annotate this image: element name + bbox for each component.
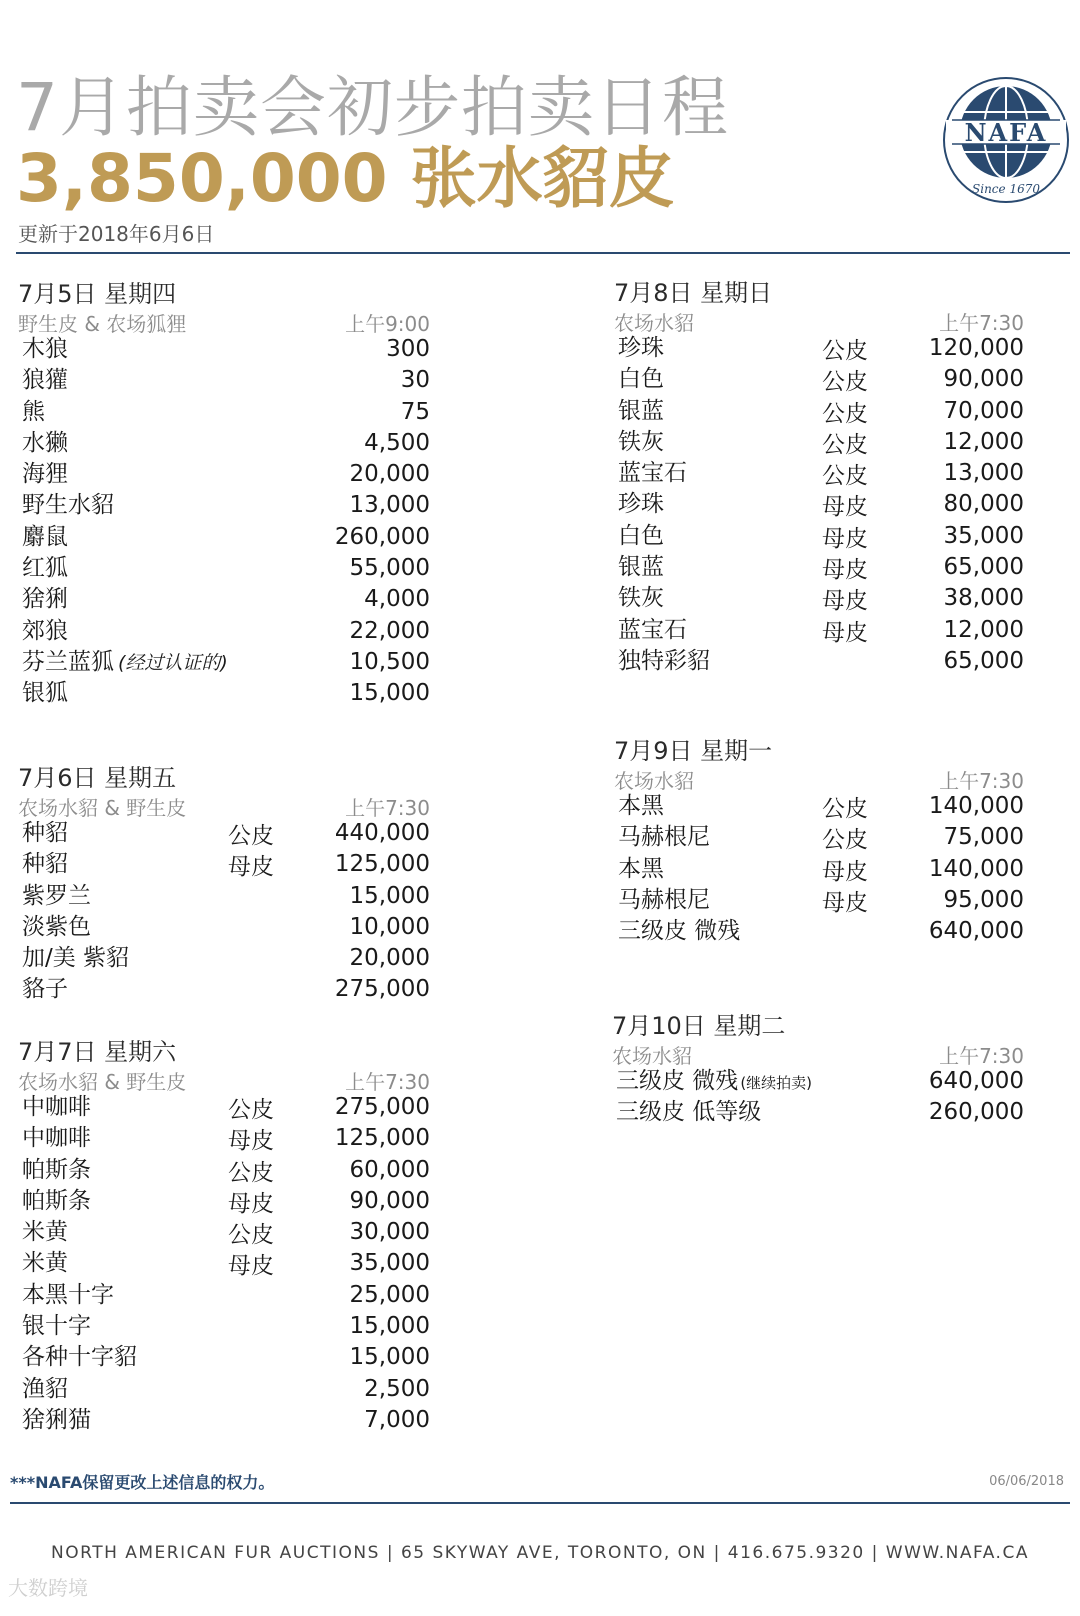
- item-list: [614, 791, 1024, 947]
- item-quantity: 640,000: [928, 918, 1024, 945]
- list-item: [614, 916, 1024, 947]
- list-item: [18, 428, 430, 459]
- item-quantity: 15,000: [349, 1344, 430, 1371]
- item-list: [18, 818, 430, 1006]
- item-name: [22, 1248, 68, 1279]
- item-quantity: 22,000: [349, 617, 430, 644]
- list-item: [18, 678, 430, 709]
- item-name-text: 蓝宝石: [618, 460, 687, 487]
- item-name-text: 三级皮 微残: [616, 1068, 739, 1094]
- item-quantity: 15,000: [349, 882, 430, 909]
- item-quantity: 12,000: [943, 428, 1024, 455]
- section-time: 上午7:30: [345, 1070, 430, 1094]
- item-name: [618, 916, 740, 947]
- item-name-text: 野生水貂: [22, 492, 114, 519]
- item-name: [22, 334, 68, 365]
- item-note: (继续拍卖): [740, 1074, 813, 1092]
- list-item: [614, 615, 1024, 646]
- section-category: 农场水貂 & 野生皮: [18, 796, 187, 820]
- item-list: [18, 1092, 430, 1436]
- item-name-text: 帕斯条: [22, 1156, 91, 1183]
- item-quantity: 120,000: [928, 335, 1024, 361]
- item-quantity: 95,000: [943, 886, 1024, 913]
- item-quantity: 440,000: [334, 820, 430, 846]
- nafa-logo: [936, 70, 1076, 210]
- item-sex: 公皮: [822, 338, 868, 364]
- item-name-text: 中咖啡: [22, 1094, 91, 1120]
- item-name: [22, 1123, 91, 1154]
- list-item: [18, 397, 430, 428]
- item-sex: 母皮: [822, 889, 868, 916]
- item-quantity: 25,000: [349, 1281, 430, 1308]
- item-name-text: 银蓝: [618, 554, 664, 581]
- item-name-text: 白色: [618, 366, 664, 393]
- item-quantity: 260,000: [334, 523, 430, 550]
- item-quantity: 125,000: [334, 851, 430, 878]
- item-name: [618, 583, 664, 614]
- item-list: [18, 334, 430, 710]
- list-item: [18, 1342, 430, 1373]
- list-item: [614, 427, 1024, 458]
- item-name-text: 芬兰蓝狐: [22, 648, 114, 675]
- section-category: 农场水貂 & 野生皮: [18, 1070, 187, 1094]
- item-name: [22, 490, 114, 521]
- item-name: [618, 822, 710, 853]
- item-name-text: 珍珠: [618, 335, 664, 361]
- item-sex: 公皮: [822, 463, 868, 490]
- list-item: [18, 553, 430, 584]
- list-item: [614, 583, 1024, 614]
- item-quantity: 30: [400, 367, 430, 394]
- item-quantity: 13,000: [349, 492, 430, 519]
- item-quantity: 7,000: [364, 1406, 430, 1433]
- item-name-text: 紫罗兰: [22, 882, 91, 909]
- item-name-text: 三级皮 低等级: [616, 1099, 762, 1126]
- item-name-text: 渔貂: [22, 1375, 68, 1402]
- item-sex: 公皮: [822, 369, 868, 396]
- list-item: [18, 974, 430, 1005]
- item-sex: 母皮: [228, 1128, 274, 1155]
- item-name-text: 本黑: [618, 793, 664, 819]
- item-quantity: 15,000: [349, 1313, 430, 1340]
- item-name-text: 铁灰: [618, 585, 664, 612]
- item-note: (经过认证的): [118, 651, 228, 674]
- item-quantity: 4,000: [364, 586, 430, 613]
- item-quantity: 60,000: [349, 1156, 430, 1183]
- list-item: [614, 364, 1024, 395]
- list-item: [18, 1405, 430, 1436]
- item-sex: 母皮: [822, 858, 868, 885]
- item-name: [618, 458, 687, 489]
- item-name-text: 加/美 紫貂: [22, 945, 130, 972]
- item-sex: 母皮: [228, 854, 274, 881]
- list-item: [18, 943, 430, 974]
- section-category: 野生皮 & 农场狐狸: [18, 312, 187, 336]
- item-name: [22, 1155, 91, 1186]
- section-heading: 7月5日 星期四: [18, 280, 177, 308]
- list-item: [18, 647, 430, 678]
- item-quantity: 2,500: [364, 1375, 430, 1402]
- item-quantity: 20,000: [349, 461, 430, 488]
- item-sex: 母皮: [822, 588, 868, 615]
- item-quantity: 38,000: [943, 585, 1024, 612]
- item-sex: 公皮: [228, 1159, 274, 1186]
- item-name: [618, 791, 664, 822]
- item-sex: 母皮: [228, 1253, 274, 1280]
- list-item: [18, 1280, 430, 1311]
- item-sex: 母皮: [228, 1190, 274, 1217]
- item-name-text: 水獭: [22, 429, 68, 456]
- item-name: [22, 912, 91, 943]
- item-name-text: 马赫根尼: [618, 886, 710, 913]
- item-list: [612, 1066, 1024, 1129]
- item-name: [22, 678, 68, 709]
- section-category: 农场水貂: [614, 769, 694, 793]
- item-name: [618, 427, 664, 458]
- section-heading: 7月10日 星期二: [612, 1012, 786, 1040]
- item-name: [22, 881, 91, 912]
- item-sex: 公皮: [822, 827, 868, 854]
- company-address: NORTH AMERICAN FUR AUCTIONS | 65 SKYWAY AVE, TORONTO, ON | 416.675.9320 | WWW.NAFA.CA: [51, 1543, 1029, 1563]
- item-name-text: 貉子: [22, 976, 68, 1003]
- item-quantity: 80,000: [943, 491, 1024, 518]
- list-item: [18, 1311, 430, 1342]
- item-name-text: 猞猁: [22, 586, 68, 613]
- list-item: [612, 1097, 1024, 1128]
- list-item: [18, 881, 430, 912]
- item-sex: 母皮: [822, 525, 868, 552]
- item-quantity: 75,000: [943, 824, 1024, 851]
- item-name-text: 珍珠: [618, 491, 664, 518]
- item-quantity: 275,000: [334, 976, 430, 1003]
- item-name-text: 马赫根尼: [618, 824, 710, 851]
- list-item: [614, 521, 1024, 552]
- item-name-text: 银蓝: [618, 397, 664, 424]
- item-name: [616, 1097, 761, 1128]
- item-name: [22, 522, 68, 553]
- item-name: [22, 1217, 68, 1248]
- item-quantity: 640,000: [928, 1068, 1024, 1094]
- list-item: [18, 334, 430, 365]
- list-item: [614, 333, 1024, 364]
- item-name-text: 中咖啡: [22, 1125, 91, 1152]
- list-item: [18, 522, 430, 553]
- item-name: [22, 647, 228, 679]
- item-quantity: 90,000: [943, 366, 1024, 393]
- item-sex: 公皮: [228, 1222, 274, 1249]
- list-item: [614, 489, 1024, 520]
- list-item: [614, 552, 1024, 583]
- section-time: 上午7:30: [939, 769, 1024, 793]
- list-item: [18, 1374, 430, 1405]
- item-name: [22, 616, 68, 647]
- item-name: [22, 584, 68, 615]
- list-item: [614, 854, 1024, 885]
- item-name: [616, 1066, 812, 1099]
- item-name-text: 海狸: [22, 461, 68, 488]
- rights-note: ***NAFA保留更改上述信息的权力。: [10, 1473, 275, 1492]
- item-quantity: 125,000: [334, 1125, 430, 1152]
- item-quantity: 12,000: [943, 616, 1024, 643]
- item-quantity: 300: [386, 336, 430, 362]
- item-name-text: 米黄: [22, 1219, 68, 1246]
- item-quantity: 65,000: [943, 647, 1024, 674]
- item-name-text: 本黑: [618, 855, 664, 882]
- item-name: [22, 1342, 137, 1373]
- list-item: [18, 1155, 430, 1186]
- item-quantity: 35,000: [349, 1250, 430, 1277]
- item-name: [618, 646, 710, 677]
- item-name: [618, 489, 664, 520]
- section-category: 农场水貂: [612, 1044, 692, 1068]
- section-time: 上午9:00: [345, 312, 430, 336]
- item-quantity: 65,000: [943, 554, 1024, 581]
- logo-text: NAFA: [964, 118, 1048, 147]
- item-sex: 母皮: [822, 619, 868, 646]
- item-name: [618, 885, 710, 916]
- item-quantity: 10,000: [349, 913, 430, 940]
- item-name: [22, 365, 68, 396]
- item-name: [22, 849, 68, 880]
- list-item: [18, 459, 430, 490]
- item-name-text: 米黄: [22, 1250, 68, 1277]
- item-name: [22, 397, 45, 428]
- item-name-text: 铁灰: [618, 428, 664, 455]
- item-quantity: 90,000: [349, 1187, 430, 1214]
- list-item: [612, 1066, 1024, 1097]
- list-item: [18, 1248, 430, 1279]
- item-name-text: 银十字: [22, 1313, 91, 1340]
- list-item: [18, 912, 430, 943]
- item-sex: 母皮: [822, 557, 868, 584]
- item-quantity: 15,000: [349, 680, 430, 707]
- item-name-text: 麝鼠: [22, 523, 68, 550]
- logo-since: Since 1670: [972, 182, 1040, 196]
- list-item: [18, 1217, 430, 1248]
- list-item: [18, 849, 430, 880]
- section-heading: 7月8日 星期日: [614, 279, 773, 307]
- item-name-text: 郊狼: [22, 617, 68, 644]
- item-quantity: 260,000: [928, 1099, 1024, 1126]
- list-item: [18, 584, 430, 615]
- item-quantity: 30,000: [349, 1219, 430, 1246]
- item-quantity: 140,000: [928, 793, 1024, 819]
- section-category: 农场水貂: [614, 311, 694, 335]
- footer-date: 06/06/2018: [989, 1474, 1064, 1489]
- section-heading: 7月7日 星期六: [18, 1038, 177, 1066]
- item-name-text: 独特彩貂: [618, 647, 710, 674]
- item-name: [22, 428, 68, 459]
- list-item: [18, 1186, 430, 1217]
- item-name: [618, 396, 664, 427]
- item-name: [22, 818, 68, 849]
- item-name: [22, 1405, 91, 1436]
- list-item: [18, 1092, 430, 1123]
- header-divider: [16, 252, 1070, 254]
- item-name: [22, 1092, 91, 1123]
- item-name: [618, 854, 664, 885]
- item-quantity: 20,000: [349, 945, 430, 972]
- item-quantity: 4,500: [364, 429, 430, 456]
- list-item: [18, 365, 430, 396]
- item-name: [22, 1186, 91, 1217]
- list-item: [614, 646, 1024, 677]
- item-sex: 公皮: [822, 796, 868, 822]
- item-name: [22, 459, 68, 490]
- item-name: [618, 615, 687, 646]
- item-name-text: 本黑十字: [22, 1281, 114, 1308]
- item-quantity: 13,000: [943, 460, 1024, 487]
- item-name-text: 三级皮 微残: [618, 918, 741, 945]
- item-name-text: 狼獾: [22, 367, 68, 394]
- item-name-text: 红狐: [22, 555, 68, 582]
- item-name-text: 银狐: [22, 680, 68, 707]
- item-name: [22, 943, 129, 974]
- item-sex: 公皮: [228, 823, 274, 849]
- page-title: 7月拍卖会初步拍卖日程: [16, 69, 729, 146]
- headline-count: 3,850,000 张水貂皮: [16, 140, 675, 217]
- item-name: [22, 1311, 91, 1342]
- section-time: 上午7:30: [939, 1044, 1024, 1068]
- item-quantity: 140,000: [928, 855, 1024, 882]
- item-name-text: 淡紫色: [22, 913, 91, 940]
- section-time: 上午7:30: [939, 311, 1024, 335]
- list-item: [614, 458, 1024, 489]
- item-quantity: 55,000: [349, 555, 430, 582]
- list-item: [18, 1123, 430, 1154]
- list-item: [18, 616, 430, 647]
- section-heading: 7月9日 星期一: [614, 737, 773, 765]
- item-sex: 公皮: [228, 1097, 274, 1123]
- list-item: [614, 885, 1024, 916]
- watermark: 大数跨境: [8, 1576, 88, 1600]
- list-item: [18, 490, 430, 521]
- item-name: [618, 521, 664, 552]
- item-name: [22, 1280, 114, 1311]
- item-quantity: 75: [400, 398, 430, 425]
- item-quantity: 70,000: [943, 397, 1024, 424]
- footer-divider: [10, 1502, 1070, 1504]
- section-time: 上午7:30: [345, 796, 430, 820]
- item-name: [618, 364, 664, 395]
- list-item: [18, 818, 430, 849]
- item-quantity: 35,000: [943, 522, 1024, 549]
- item-name: [618, 333, 664, 364]
- section-heading: 7月6日 星期五: [18, 764, 177, 792]
- list-item: [614, 791, 1024, 822]
- item-name-text: 种貂: [22, 851, 68, 878]
- item-name-text: 木狼: [22, 336, 68, 362]
- item-quantity: 10,500: [349, 648, 430, 675]
- item-name: [22, 553, 68, 584]
- item-quantity: 275,000: [334, 1094, 430, 1120]
- item-sex: 母皮: [822, 494, 868, 521]
- item-name: [22, 974, 68, 1005]
- item-sex: 公皮: [822, 431, 868, 458]
- list-item: [614, 396, 1024, 427]
- item-name-text: 帕斯条: [22, 1187, 91, 1214]
- item-name-text: 白色: [618, 522, 664, 549]
- updated-date: 更新于2018年6月6日: [18, 222, 215, 246]
- list-item: [614, 822, 1024, 853]
- item-list: [614, 333, 1024, 677]
- item-sex: 公皮: [822, 400, 868, 427]
- item-name-text: 蓝宝石: [618, 616, 687, 643]
- item-name: [618, 552, 664, 583]
- item-name-text: 各种十字貂: [22, 1344, 137, 1371]
- item-name-text: 熊: [22, 398, 45, 425]
- item-name: [22, 1374, 68, 1405]
- item-name-text: 猞猁猫: [22, 1406, 91, 1433]
- item-name-text: 种貂: [22, 820, 68, 846]
